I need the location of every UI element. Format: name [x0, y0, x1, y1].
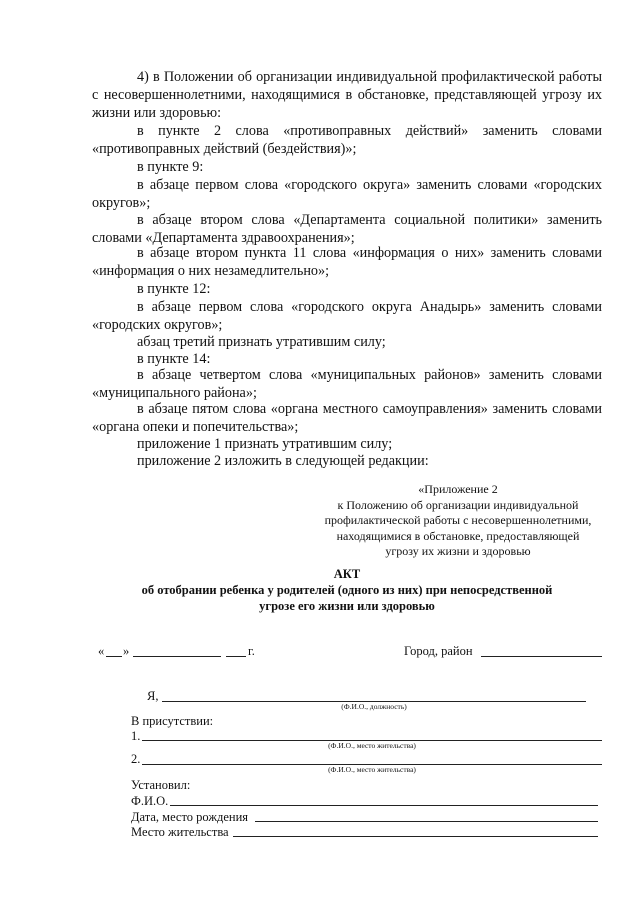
paragraph-item-12: в пункте 12: — [137, 281, 211, 297]
paragraph-item-2: в пункте 2 слова «противоправных действий» заменить словами «противоправных действий (бездействия)»; — [92, 123, 602, 158]
fio-field[interactable] — [170, 805, 598, 806]
paragraph-intro: 4) в Положении об организации индивидуальной профилактической работы с несовершеннолетними, находящимися в обстановке, представляющей угрозу их жизни или здоровью: — [92, 69, 602, 122]
appendix-line: «Приложение 2 — [418, 482, 498, 496]
year-suffix: г. — [248, 644, 255, 658]
appendix-header — [300, 482, 616, 560]
date-open-quote: « — [98, 644, 105, 658]
paragraph-item-14-abz-4: в абзаце четвертом слова «муниципальных районов» заменить словами «муниципального района»; — [92, 367, 602, 402]
year-field[interactable] — [226, 656, 246, 657]
appendix-line: находящимися в обстановке, предоставляющей — [336, 528, 580, 543]
act-subtitle-line-2: угрозе его жизни или здоровью — [259, 599, 435, 613]
city-field[interactable] — [481, 656, 602, 657]
paragraph-item-9-abz-1: в абзаце первом слова «городского округа» заменить словами «городских округов»; — [92, 177, 602, 212]
appendix-line: профилактической работы с несовершеннолетними, — [324, 513, 592, 527]
residence-label: Место жительства — [131, 825, 229, 839]
act-subtitle-line-1: об отобрании ребенка у родителей (одного из них) при непосредственной — [141, 583, 553, 597]
date-close-quote: » — [123, 644, 130, 658]
paragraph-item-14: в пункте 14: — [137, 351, 211, 367]
birth-label: Дата, место рождения — [131, 810, 249, 824]
presence-label: В присутствии: — [131, 714, 214, 728]
month-field[interactable] — [133, 656, 221, 657]
paragraph-item-9-abz-2: в абзаце втором слова «Департамента социальной политики» заменить словами «Департамента здравоохранения»; — [92, 212, 602, 247]
paragraph-item-14-abz-5: в абзаце пятом слова «органа местного самоуправления» заменить словами «органа опеки и попечительства»; — [92, 401, 602, 436]
official-name-caption: (Ф.И.О., должность) — [341, 702, 407, 711]
day-field[interactable] — [106, 656, 122, 657]
witness-1-label: 1. — [131, 729, 141, 743]
act-title: АКТ — [333, 567, 361, 581]
witness-1-caption: (Ф.И.О., место жительства) — [328, 741, 416, 750]
birth-field[interactable] — [255, 821, 598, 822]
paragraph-item-12-abz-1: в абзаце первом слова «городского округа Анадырь» заменить словами «городских округов»; — [92, 299, 602, 334]
witness-2-caption: (Ф.И.О., место жительства) — [328, 765, 416, 774]
paragraph-item-9: в пункте 9: — [137, 159, 204, 175]
residence-field[interactable] — [233, 836, 598, 837]
paragraph-item-11: в абзаце втором пункта 11 слова «информация о них» заменить словами «информация о них незамедлительно»; — [92, 245, 602, 280]
paragraph-appendix-1: приложение 1 признать утратившим силу; — [137, 436, 393, 452]
paragraph-appendix-2: приложение 2 изложить в следующей редакции: — [137, 453, 429, 469]
established-label: Установил: — [131, 778, 191, 792]
i-label: Я, — [147, 689, 159, 703]
city-label: Город, район — [404, 644, 473, 658]
appendix-line: угрозу их жизни и здоровью — [385, 544, 531, 558]
fio-label: Ф.И.О. — [131, 794, 169, 808]
paragraph-item-12-abz-3: абзац третий признать утратившим силу; — [137, 334, 386, 350]
appendix-line: к Положению об организации индивидуальной — [337, 497, 579, 512]
witness-2-label: 2. — [131, 752, 141, 766]
